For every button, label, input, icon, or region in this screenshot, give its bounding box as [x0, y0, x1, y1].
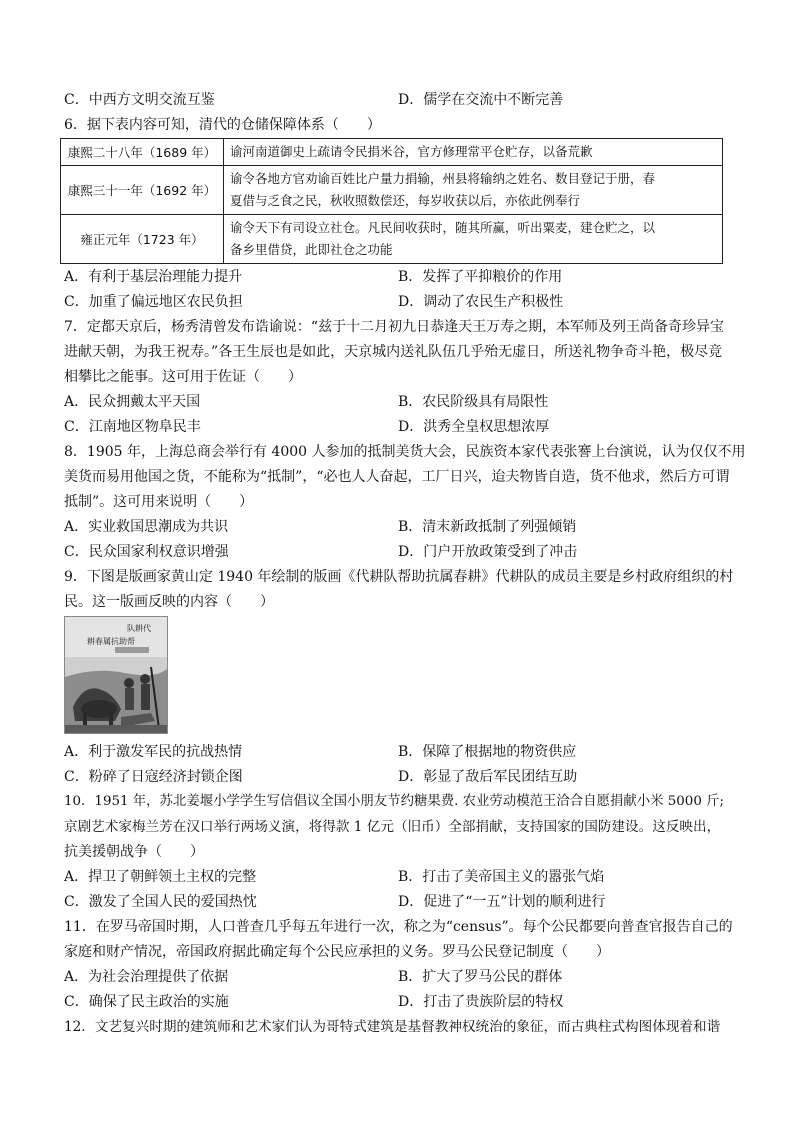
figure-title-line1: 队耕代: [127, 624, 151, 633]
q10-stem-line1: 10．1951 年，苏北姜堰小学学生写信倡议全国小朋友节约糖果费. 农业劳动模范王洽合自愿捐献小米 5000 斤;: [64, 794, 725, 809]
woodcut-print-image: [64, 616, 168, 734]
table-row: [61, 139, 723, 166]
q11-option-d: D．打击了贵族阶层的特权: [398, 994, 564, 1010]
q6-table: [60, 138, 723, 264]
table-year-cell: 康熙三十一年（1692 年）: [61, 166, 224, 215]
q7-option-d: D．洪秀全皇权思想浓厚: [398, 419, 550, 435]
q11-option-c: C．确保了民主政治的实施: [64, 994, 229, 1010]
q11-stem-line2: 家庭和财产情况，帝国政府据此确定每个公民应承担的义务。罗马公民登记制度（ ）: [64, 944, 610, 960]
q9-stem-line2: 民。这一版画反映的内容（ ）: [64, 594, 274, 610]
q12-stem-line1: 12．文艺复兴时期的建筑师和艺术家们认为哥特式建筑是基督教神权统治的象征，而古典柱式构图体现着和谐: [64, 1019, 721, 1035]
table-row: [61, 215, 723, 264]
q8-option-d: D．门户开放政策受到了冲击: [398, 544, 578, 560]
q11-stem-line1: 11．在罗马帝国时期，人口普查几乎每五年进行一次，称之为“census”。每个公民都要向普查官报告自己的: [64, 919, 733, 935]
q6-option-c: C．加重了偏远地区农民负担: [64, 294, 243, 310]
q8-stem-line1: 8．1905 年，上海总商会举行有 4000 人参加的抵制美货大会，民族资本家代表张謇上台演说，认为仅仅不用: [64, 444, 746, 460]
q10-stem-line3: 抗美援朝战争（ ）: [64, 844, 204, 860]
table-content-cell: 谕河南道御史上疏请令民捐米谷，官方修理常平仓贮存，以备荒歉: [224, 139, 723, 166]
figure-title-line2: 耕春属抗助帮: [87, 637, 135, 646]
table-content-cell: 谕令天下有司设立社仓。凡民间收获时，随其所赢，听出粟麦，建仓贮之，以 备乡里借贷，此即社仓之功能: [224, 215, 723, 264]
q6-option-a: A．有利于基层治理能力提升: [64, 269, 243, 285]
q7-option-c: C．江南地区物阜民丰: [64, 419, 201, 435]
q10-option-c: C．激发了全国人民的爱国热忱: [64, 894, 257, 910]
q9-option-d: D．彰显了敌后军民团结互助: [398, 769, 578, 785]
table-content-cell: 谕令各地方官劝谕百姓比户量力捐输，州县将输纳之姓名、数目登记于册，春 夏借与乏食之民，秋收照数偿还，每岁收获以后，亦依此例奉行: [224, 166, 723, 215]
q6-option-b: B．发挥了平抑粮价的作用: [398, 269, 563, 285]
q9-option-b: B．保障了根据地的物资供应: [398, 744, 577, 760]
q10-option-a: A．捍卫了朝鲜领土主权的完整: [64, 869, 257, 885]
q8-option-a: A．实业救国思潮成为共识: [64, 519, 229, 535]
q6-option-d: D．调动了农民生产积极性: [398, 294, 564, 310]
table-year-cell: 雍正元年（1723 年）: [61, 215, 224, 264]
q10-stem-line2: 京剧艺术家梅兰芳在汉口举行两场义演，将得款 1 亿元（旧币）全部捐献，支持国家的国防建设。这反映出，: [64, 819, 721, 835]
q8-stem-line2: 美货而易用他国之货，不能称为“抵制”，“必也人人奋起，工厂日兴，迨夫物皆自造，货不他求，然后方可谓: [64, 469, 730, 485]
q7-stem-line1: 7．定都天京后，杨秀清曾发布诰谕说：“兹于十二月初九日恭逢天王万寿之期，本军师及列王尚备奇珍异宝: [64, 319, 725, 335]
q11-option-b: B．扩大了罗马公民的群体: [398, 969, 563, 985]
q10-option-d: D．促进了“一五”计划的顺利进行: [398, 894, 606, 910]
table-row: [61, 166, 723, 215]
q7-stem-line3: 相攀比之能事。这可用于佐证（ ）: [64, 369, 302, 385]
table-year-cell: 康熙二十八年（1689 年）: [61, 139, 224, 166]
q9-option-a: A．利于激发军民的抗战热情: [64, 744, 243, 760]
q5-option-c: C．中西方文明交流互鉴: [64, 92, 215, 108]
q7-option-b: B．农民阶级具有局限性: [398, 394, 549, 410]
q8-stem-line3: 抵制”。这可用来说明（ ）: [64, 494, 254, 510]
q6-stem: 6．据下表内容可知，清代的仓储保障体系（ ）: [64, 117, 381, 133]
q7-stem-line2: 进献天朝，为我王祝寿。”各王生辰也是如此，天京城内送礼队伍几乎殆无虚日，所送礼物争奇斗艳，极尽竞: [64, 344, 723, 360]
q10-option-b: B．打击了美帝国主义的嚣张气焰: [398, 869, 605, 885]
q11-option-a: A．为社会治理提供了依据: [64, 969, 229, 985]
q8-option-b: B．清末新政抵制了列强倾销: [398, 519, 577, 535]
q9-stem-line1: 9．下图是版画家黄山定 1940 年绘制的版画《代耕队帮助抗属春耕》代耕队的成员主要是乡村政府组织的村: [64, 569, 734, 585]
q8-option-c: C．民众国家利权意识增强: [64, 544, 229, 560]
q9-option-c: C．粉碎了日寇经济封锁企图: [64, 769, 243, 785]
q5-option-d: D．儒学在交流中不断完善: [398, 92, 564, 108]
q7-option-a: A．民众拥戴太平天国: [64, 394, 201, 410]
